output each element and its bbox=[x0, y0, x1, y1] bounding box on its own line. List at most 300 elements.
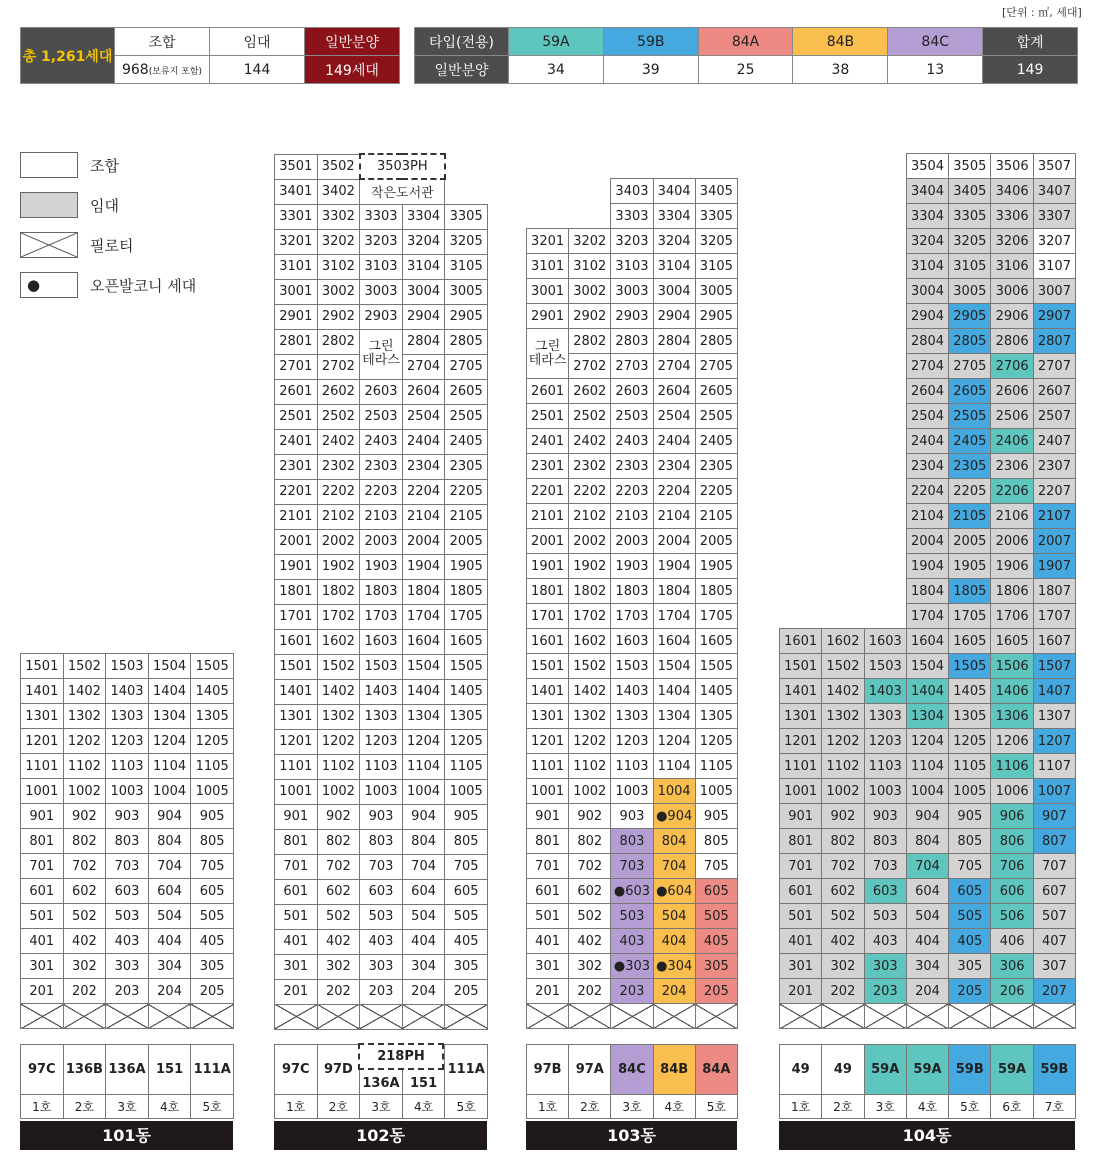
ho-cell: 2호 bbox=[317, 1095, 360, 1119]
unit-cell: 402 bbox=[569, 929, 611, 954]
type-label: 타입(전용) bbox=[415, 28, 509, 56]
unit-cell: 403 bbox=[106, 929, 149, 954]
piloti-cell bbox=[780, 1004, 822, 1029]
unit-cell: 1902 bbox=[569, 554, 611, 579]
empty bbox=[822, 304, 864, 329]
empty bbox=[780, 154, 822, 179]
unit-cell: 704 bbox=[906, 854, 948, 879]
empty bbox=[780, 379, 822, 404]
unit-cell: 2703 bbox=[611, 354, 653, 379]
empty bbox=[780, 279, 822, 304]
count-84b: 38 bbox=[793, 56, 888, 84]
type-cell: 97D bbox=[317, 1045, 360, 1095]
unit-cell: 2604 bbox=[906, 379, 948, 404]
unit-cell: 301 bbox=[275, 954, 318, 979]
unit-cell: 601 bbox=[780, 879, 822, 904]
unit-cell: 1406 bbox=[991, 679, 1033, 704]
unit-cell: 1304 bbox=[906, 704, 948, 729]
unit-cell: 605 bbox=[949, 879, 991, 904]
type-cell: 49 bbox=[822, 1045, 864, 1095]
unit-cell: 603 bbox=[864, 879, 906, 904]
unit-cell: 605 bbox=[445, 879, 488, 904]
unit-cell: 203 bbox=[864, 979, 906, 1004]
unit-cell: 1804 bbox=[402, 579, 445, 604]
empty bbox=[822, 179, 864, 204]
empty bbox=[822, 429, 864, 454]
unit-cell: 401 bbox=[275, 929, 318, 954]
unit-cell: 2904 bbox=[653, 304, 695, 329]
unit-cell: 2401 bbox=[275, 429, 318, 454]
unit-cell: 2102 bbox=[569, 504, 611, 529]
empty bbox=[780, 204, 822, 229]
type-84a: 84A bbox=[698, 28, 793, 56]
empty bbox=[864, 254, 906, 279]
unit-cell: 1202 bbox=[63, 729, 106, 754]
type-59a: 59A bbox=[509, 28, 604, 56]
unit-cell: 1505 bbox=[695, 654, 737, 679]
unit-cell: 701 bbox=[275, 854, 318, 879]
unit-cell: 305 bbox=[695, 954, 737, 979]
unit-cell: 2904 bbox=[402, 304, 445, 329]
empty bbox=[864, 429, 906, 454]
unit-cell: 1504 bbox=[148, 654, 191, 679]
count-84a: 25 bbox=[698, 56, 793, 84]
unit-cell: 1804 bbox=[906, 579, 948, 604]
empty bbox=[864, 179, 906, 204]
unit-cell: 1801 bbox=[275, 579, 318, 604]
unit-cell: 1105 bbox=[949, 754, 991, 779]
empty bbox=[822, 204, 864, 229]
unit-cell: 2205 bbox=[695, 479, 737, 504]
unit-cell: 2004 bbox=[653, 529, 695, 554]
unit-cell: 403 bbox=[611, 929, 653, 954]
unit-cell: 703 bbox=[611, 854, 653, 879]
unit-cell: 2702 bbox=[569, 354, 611, 379]
unit-cell: 3404 bbox=[906, 179, 948, 204]
unit-cell: 1803 bbox=[611, 579, 653, 604]
unit-cell: 401 bbox=[21, 929, 64, 954]
unit-cell: 803 bbox=[360, 829, 403, 854]
empty bbox=[864, 279, 906, 304]
type-cell: 111A bbox=[191, 1045, 234, 1095]
unit-cell: 1104 bbox=[653, 754, 695, 779]
unit-cell: 1105 bbox=[445, 754, 488, 779]
empty bbox=[864, 404, 906, 429]
unit-cell: 2003 bbox=[360, 529, 403, 554]
unit-cell: 904 bbox=[906, 804, 948, 829]
penthouse-3503: 3503PH bbox=[360, 154, 445, 179]
ho-cell: 6호 bbox=[991, 1095, 1033, 1119]
unit-cell: 2603 bbox=[360, 379, 403, 404]
unit-cell: 1704 bbox=[906, 604, 948, 629]
ho-cell: 4호 bbox=[402, 1095, 445, 1119]
col-sale: 일반분양 bbox=[305, 28, 400, 56]
unit-cell: 2505 bbox=[949, 404, 991, 429]
unit-cell: 703 bbox=[864, 854, 906, 879]
ho-cell: 1호 bbox=[527, 1095, 569, 1119]
empty bbox=[822, 604, 864, 629]
unit-cell: 303 bbox=[106, 954, 149, 979]
unit-cell: 1104 bbox=[906, 754, 948, 779]
ho-cell: 2호 bbox=[569, 1095, 611, 1119]
unit-cell: 706 bbox=[991, 854, 1033, 879]
building-101-grid bbox=[20, 653, 234, 1029]
unit-cell: 601 bbox=[527, 879, 569, 904]
unit-cell: 1405 bbox=[445, 679, 488, 704]
unit-cell: 1602 bbox=[569, 629, 611, 654]
unit-cell: 202 bbox=[569, 979, 611, 1004]
unit-cell: 2304 bbox=[402, 454, 445, 479]
unit-cell: 1502 bbox=[569, 654, 611, 679]
unit-cell: 1006 bbox=[991, 779, 1033, 804]
unit-cell: 603 bbox=[106, 879, 149, 904]
unit-cell: 703 bbox=[106, 854, 149, 879]
unit-cell: 304 bbox=[148, 954, 191, 979]
unit-cell: 1103 bbox=[106, 754, 149, 779]
unit-cell: 2604 bbox=[653, 379, 695, 404]
type-cell: 97B bbox=[527, 1045, 569, 1095]
unit-cell: 3103 bbox=[360, 254, 403, 279]
unit-cell: 303 bbox=[360, 954, 403, 979]
unit-cell: 402 bbox=[63, 929, 106, 954]
unit-cell: 2805 bbox=[695, 329, 737, 354]
unit-cell: 1001 bbox=[780, 779, 822, 804]
unit-cell: 3201 bbox=[275, 229, 318, 254]
unit-cell: 901 bbox=[21, 804, 64, 829]
unit-cell: 3206 bbox=[991, 229, 1033, 254]
unit-cell: 2006 bbox=[991, 529, 1033, 554]
unit-cell: 2405 bbox=[949, 429, 991, 454]
unit-cell: 405 bbox=[949, 929, 991, 954]
unit-cell: 802 bbox=[317, 829, 360, 854]
unit-cell: 3004 bbox=[906, 279, 948, 304]
empty bbox=[822, 404, 864, 429]
building-104-grid bbox=[779, 153, 1076, 1029]
unit-cell: 201 bbox=[527, 979, 569, 1004]
unit-cell: ●303 bbox=[611, 954, 653, 979]
unit-cell: 1607 bbox=[1033, 629, 1075, 654]
unit-cell: 705 bbox=[949, 854, 991, 879]
unit-cell: 3402 bbox=[317, 179, 360, 204]
unit-cell: 2504 bbox=[402, 404, 445, 429]
unit-cell: 905 bbox=[191, 804, 234, 829]
unit-cell: 505 bbox=[949, 904, 991, 929]
piloti-cell bbox=[106, 1004, 149, 1029]
unit-cell: 2602 bbox=[317, 379, 360, 404]
unit-cell: 1205 bbox=[191, 729, 234, 754]
unit-cell: ●603 bbox=[611, 879, 653, 904]
unit-cell: 2603 bbox=[611, 379, 653, 404]
unit-cell: 1101 bbox=[21, 754, 64, 779]
unit-cell: 2507 bbox=[1033, 404, 1075, 429]
unit-cell: 1202 bbox=[317, 729, 360, 754]
unit-cell: 2806 bbox=[991, 329, 1033, 354]
unit-cell: 2204 bbox=[653, 479, 695, 504]
unit-cell: 1805 bbox=[695, 579, 737, 604]
unit-cell: 303 bbox=[864, 954, 906, 979]
empty bbox=[822, 354, 864, 379]
unit-note: [단위 : ㎡, 세대] bbox=[1002, 6, 1082, 19]
unit-cell: 2601 bbox=[527, 379, 569, 404]
unit-cell: 2104 bbox=[402, 504, 445, 529]
empty bbox=[864, 529, 906, 554]
unit-cell: 904 bbox=[402, 804, 445, 829]
ho-cell: 5호 bbox=[191, 1095, 234, 1119]
empty bbox=[864, 304, 906, 329]
unit-cell: 1705 bbox=[949, 604, 991, 629]
unit-cell: 707 bbox=[1033, 854, 1075, 879]
unit-cell: 1707 bbox=[1033, 604, 1075, 629]
empty bbox=[569, 204, 611, 229]
unit-cell: 2201 bbox=[527, 479, 569, 504]
unit-cell: 1201 bbox=[275, 729, 318, 754]
unit-cell: 2902 bbox=[317, 304, 360, 329]
unit-cell: 402 bbox=[317, 929, 360, 954]
unit-cell: 3202 bbox=[569, 229, 611, 254]
unit-cell: 1502 bbox=[63, 654, 106, 679]
unit-cell: 2303 bbox=[611, 454, 653, 479]
unit-cell: 1301 bbox=[527, 704, 569, 729]
unit-cell: 1205 bbox=[445, 729, 488, 754]
unit-cell: 304 bbox=[402, 954, 445, 979]
empty bbox=[822, 479, 864, 504]
unit-cell: 1602 bbox=[822, 629, 864, 654]
empty bbox=[527, 179, 569, 204]
unit-cell: 3201 bbox=[527, 229, 569, 254]
unit-cell: 1005 bbox=[191, 779, 234, 804]
unit-cell: 1004 bbox=[148, 779, 191, 804]
unit-cell: 2505 bbox=[695, 404, 737, 429]
unit-cell: 302 bbox=[569, 954, 611, 979]
unit-cell: 605 bbox=[191, 879, 234, 904]
type-cell: 97C bbox=[275, 1045, 318, 1095]
unit-cell: 2704 bbox=[906, 354, 948, 379]
ho-cell: 3호 bbox=[864, 1095, 906, 1119]
unit-cell: 3302 bbox=[317, 204, 360, 229]
unit-cell: 2804 bbox=[653, 329, 695, 354]
unit-cell: 1007 bbox=[1033, 779, 1075, 804]
unit-cell: 1003 bbox=[360, 779, 403, 804]
val-sale: 149세대 bbox=[305, 56, 400, 84]
unit-cell: 2706 bbox=[991, 354, 1033, 379]
unit-cell: 1203 bbox=[864, 729, 906, 754]
unit-cell: 402 bbox=[822, 929, 864, 954]
unit-cell: 1504 bbox=[906, 654, 948, 679]
unit-cell: ●304 bbox=[653, 954, 695, 979]
type-cell: 151 bbox=[402, 1045, 445, 1095]
unit-cell: 3005 bbox=[445, 279, 488, 304]
unit-cell: 206 bbox=[991, 979, 1033, 1004]
unit-cell: 2404 bbox=[906, 429, 948, 454]
unit-cell: 2601 bbox=[275, 379, 318, 404]
unit-cell: 506 bbox=[991, 904, 1033, 929]
unit-cell: 602 bbox=[317, 879, 360, 904]
unit-cell: 1703 bbox=[360, 604, 403, 629]
unit-cell: 3305 bbox=[445, 204, 488, 229]
unit-cell: 3303 bbox=[360, 204, 403, 229]
unit-cell: 2704 bbox=[653, 354, 695, 379]
col-johap: 조합 bbox=[115, 28, 210, 56]
unit-cell: 3305 bbox=[949, 204, 991, 229]
unit-cell: 1203 bbox=[360, 729, 403, 754]
unit-cell: 1703 bbox=[611, 604, 653, 629]
unit-cell: 3504 bbox=[906, 154, 948, 179]
unit-cell: 1102 bbox=[822, 754, 864, 779]
unit-cell: 2407 bbox=[1033, 429, 1075, 454]
unit-cell: 1803 bbox=[360, 579, 403, 604]
unit-cell: 804 bbox=[653, 829, 695, 854]
empty bbox=[780, 404, 822, 429]
unit-cell: 805 bbox=[445, 829, 488, 854]
building-name-104: 104동 bbox=[779, 1121, 1075, 1150]
unit-cell: 1201 bbox=[527, 729, 569, 754]
unit-cell: 901 bbox=[780, 804, 822, 829]
type-cell: 136A bbox=[360, 1045, 403, 1095]
unit-cell: 503 bbox=[864, 904, 906, 929]
piloti-cell bbox=[611, 1004, 653, 1029]
empty bbox=[780, 429, 822, 454]
unit-cell: 2104 bbox=[653, 504, 695, 529]
unit-cell: 2304 bbox=[653, 454, 695, 479]
unit-cell: 1403 bbox=[360, 679, 403, 704]
empty bbox=[822, 154, 864, 179]
unit-cell: 2504 bbox=[653, 404, 695, 429]
unit-cell: 806 bbox=[991, 829, 1033, 854]
unit-cell: 1505 bbox=[191, 654, 234, 679]
unit-cell: 202 bbox=[822, 979, 864, 1004]
col-rent: 임대 bbox=[210, 28, 305, 56]
unit-cell: 1105 bbox=[191, 754, 234, 779]
unit-cell: 1303 bbox=[864, 704, 906, 729]
ho-cell: 3호 bbox=[360, 1095, 403, 1119]
unit-cell: 3304 bbox=[906, 204, 948, 229]
unit-cell: 301 bbox=[527, 954, 569, 979]
empty bbox=[780, 454, 822, 479]
unit-cell: 1505 bbox=[445, 654, 488, 679]
legend bbox=[20, 152, 196, 312]
unit-cell: 2503 bbox=[611, 404, 653, 429]
unit-cell: 2802 bbox=[569, 329, 611, 354]
unit-cell: 1601 bbox=[275, 629, 318, 654]
unit-cell: 503 bbox=[611, 904, 653, 929]
unit-cell: 2305 bbox=[695, 454, 737, 479]
unit-cell: 905 bbox=[695, 804, 737, 829]
unit-cell: 805 bbox=[191, 829, 234, 854]
unit-cell: 2101 bbox=[275, 504, 318, 529]
unit-cell: 1702 bbox=[317, 604, 360, 629]
unit-cell: 702 bbox=[569, 854, 611, 879]
empty bbox=[864, 454, 906, 479]
unit-cell: 704 bbox=[653, 854, 695, 879]
unit-cell: 801 bbox=[780, 829, 822, 854]
unit-cell: 1202 bbox=[822, 729, 864, 754]
unit-cell: 501 bbox=[275, 904, 318, 929]
unit-cell: 202 bbox=[317, 979, 360, 1004]
unit-cell: 902 bbox=[569, 804, 611, 829]
type-84c: 84C bbox=[888, 28, 983, 56]
unit-cell: 2207 bbox=[1033, 479, 1075, 504]
unit-cell: 205 bbox=[191, 979, 234, 1004]
empty bbox=[780, 254, 822, 279]
unit-cell: 405 bbox=[445, 929, 488, 954]
unit-cell: 2901 bbox=[527, 304, 569, 329]
unit-cell: 1905 bbox=[695, 554, 737, 579]
unit-cell: 501 bbox=[21, 904, 64, 929]
unit-cell: 607 bbox=[1033, 879, 1075, 904]
unit-cell: 2805 bbox=[949, 329, 991, 354]
unit-cell: 301 bbox=[21, 954, 64, 979]
unit-cell: 1604 bbox=[906, 629, 948, 654]
unit-cell: 2903 bbox=[611, 304, 653, 329]
unit-cell: 1802 bbox=[317, 579, 360, 604]
piloti-cell bbox=[822, 1004, 864, 1029]
row-label-sale: 일반분양 bbox=[415, 56, 509, 84]
unit-cell: 1602 bbox=[317, 629, 360, 654]
unit-cell: 1805 bbox=[445, 579, 488, 604]
unit-cell: 3307 bbox=[1033, 204, 1075, 229]
unit-cell: 3203 bbox=[611, 229, 653, 254]
unit-cell: 2605 bbox=[949, 379, 991, 404]
empty bbox=[822, 554, 864, 579]
unit-cell: 1307 bbox=[1033, 704, 1075, 729]
unit-cell: 1501 bbox=[275, 654, 318, 679]
unit-cell: 403 bbox=[360, 929, 403, 954]
unit-cell: 1605 bbox=[695, 629, 737, 654]
summary-table-household bbox=[20, 27, 400, 84]
unit-cell: 1302 bbox=[63, 704, 106, 729]
count-total: 149 bbox=[983, 56, 1078, 84]
unit-cell: 604 bbox=[906, 879, 948, 904]
empty bbox=[780, 329, 822, 354]
unit-cell: 2204 bbox=[402, 479, 445, 504]
unit-cell: 1404 bbox=[906, 679, 948, 704]
unit-cell: 2105 bbox=[695, 504, 737, 529]
unit-cell: 1405 bbox=[191, 679, 234, 704]
summary-table-types bbox=[414, 27, 1078, 84]
unit-cell: 3204 bbox=[402, 229, 445, 254]
unit-cell: 3102 bbox=[569, 254, 611, 279]
unit-cell: 405 bbox=[191, 929, 234, 954]
unit-cell: 2305 bbox=[949, 454, 991, 479]
unit-cell: 204 bbox=[653, 979, 695, 1004]
unit-cell: 3004 bbox=[653, 279, 695, 304]
unit-cell: 1401 bbox=[21, 679, 64, 704]
unit-cell: 2206 bbox=[991, 479, 1033, 504]
unit-cell: 2403 bbox=[360, 429, 403, 454]
ho-cell: 3호 bbox=[106, 1095, 149, 1119]
empty bbox=[780, 604, 822, 629]
unit-cell: 2304 bbox=[906, 454, 948, 479]
unit-cell: 801 bbox=[275, 829, 318, 854]
unit-cell: 1604 bbox=[402, 629, 445, 654]
unit-cell: 601 bbox=[21, 879, 64, 904]
ho-cell: 7호 bbox=[1033, 1095, 1075, 1119]
unit-cell: 802 bbox=[63, 829, 106, 854]
unit-cell: 1802 bbox=[569, 579, 611, 604]
unit-cell: 1904 bbox=[906, 554, 948, 579]
ho-cell: 4호 bbox=[653, 1095, 695, 1119]
unit-cell: 2001 bbox=[275, 529, 318, 554]
unit-cell: 701 bbox=[780, 854, 822, 879]
unit-cell: 801 bbox=[21, 829, 64, 854]
building-103-grid bbox=[526, 178, 738, 1029]
unit-cell: 1105 bbox=[695, 754, 737, 779]
unit-cell: 1303 bbox=[611, 704, 653, 729]
unit-cell: 1204 bbox=[906, 729, 948, 754]
unit-cell: 204 bbox=[148, 979, 191, 1004]
unit-cell: 1503 bbox=[611, 654, 653, 679]
unit-cell: 401 bbox=[780, 929, 822, 954]
